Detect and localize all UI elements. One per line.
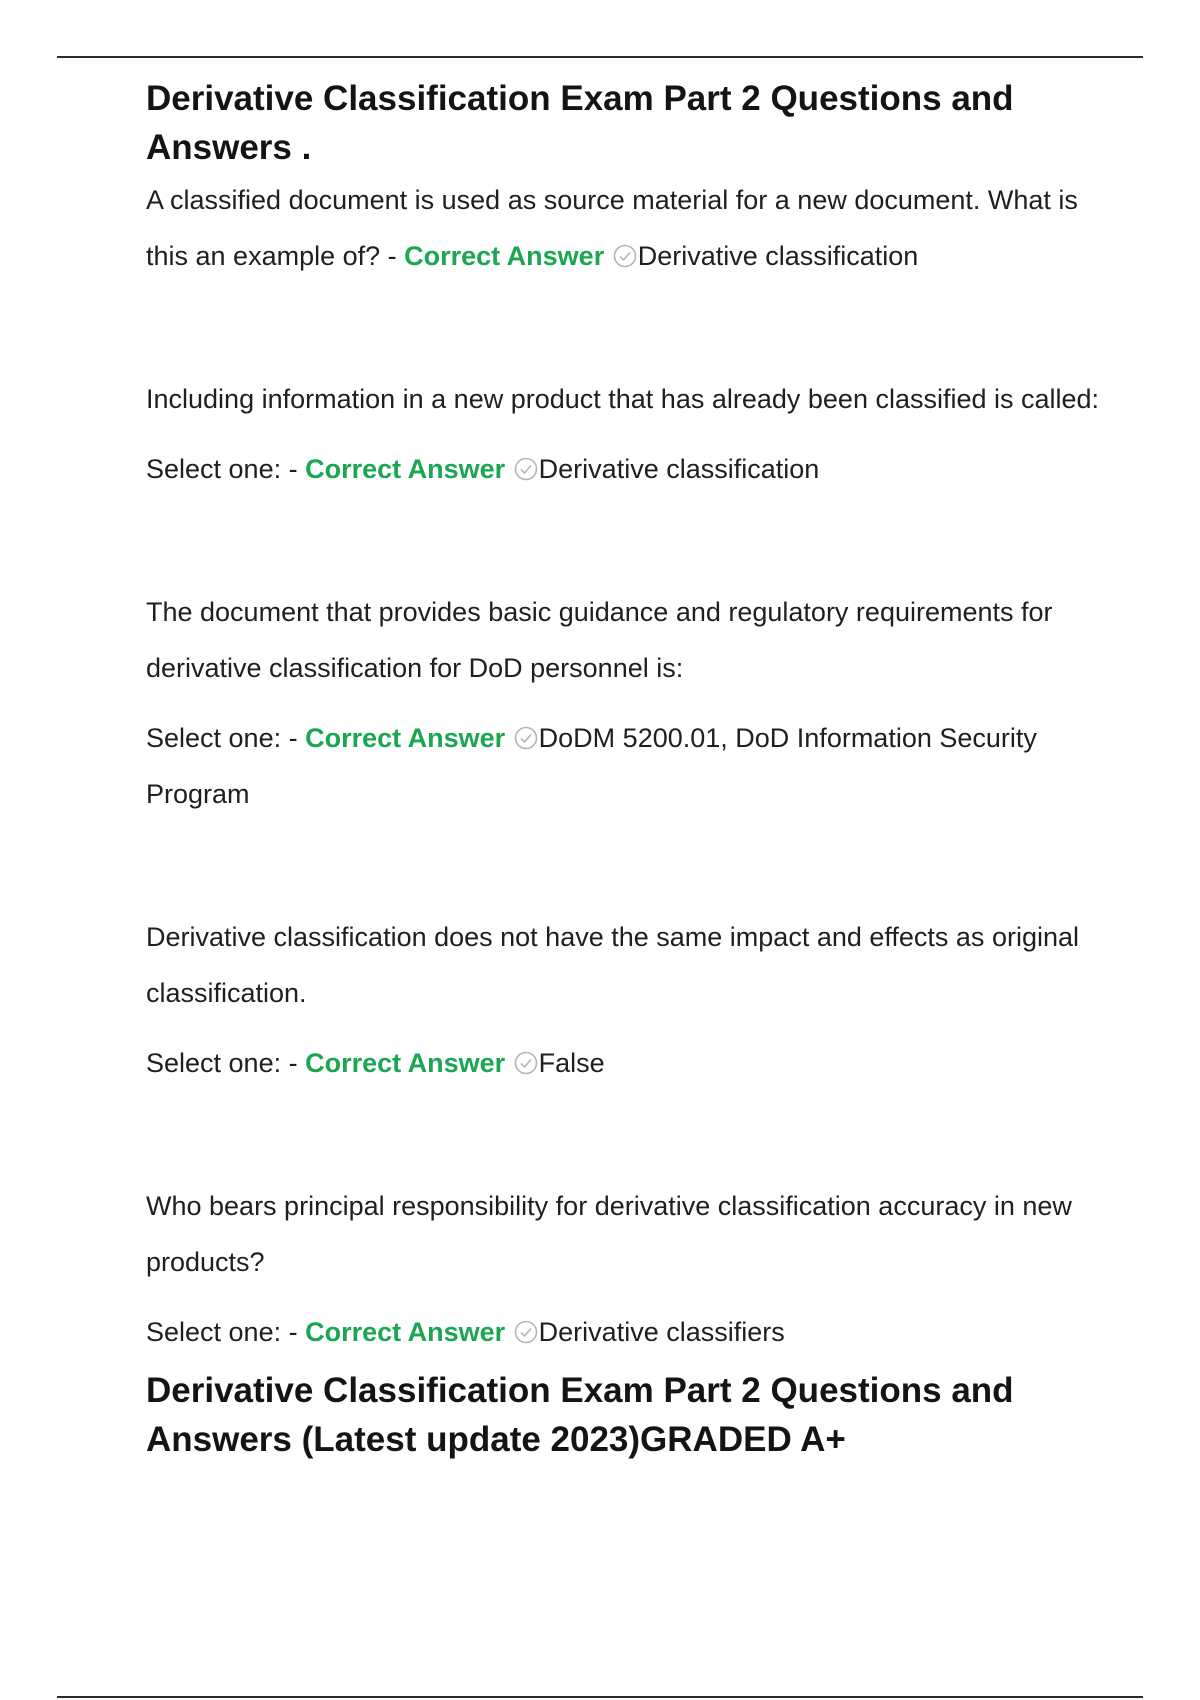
select-one-prefix: Select one: - <box>146 1317 306 1347</box>
qa-item-1 <box>146 172 1106 284</box>
question-4: Derivative classification does not have the same impact and effects as original classification. <box>146 922 1079 1008</box>
qa-item-4 <box>146 909 1106 1091</box>
bottom-rule <box>57 1696 1143 1698</box>
check-circle-icon <box>613 244 637 268</box>
answer-2: Derivative classification <box>538 454 820 484</box>
check-circle-icon <box>514 726 538 750</box>
correct-answer-label: Correct Answer <box>305 723 506 753</box>
footer-title: Derivative Classification Exam Part 2 Questions and Answers (Latest update 2023)GRADED A+ <box>146 1371 1014 1459</box>
answer-line-2 <box>146 441 1106 497</box>
select-one-prefix: Select one: - <box>146 454 306 484</box>
answer-4: False <box>538 1048 605 1078</box>
correct-answer-label: Correct Answer <box>305 1048 506 1078</box>
qa-item-2 <box>146 371 1106 497</box>
top-rule <box>57 56 1143 58</box>
page-title: Derivative Classification Exam Part 2 Questions and Answers . <box>146 79 1014 167</box>
correct-answer-label: Correct Answer <box>404 241 605 271</box>
answer-line-3 <box>146 710 1106 822</box>
question-1-text: A classified document is used as source material for a new document. What is this an example of? - <box>146 185 1078 271</box>
qa-item-5 <box>146 1178 1106 1360</box>
check-circle-icon <box>514 1320 538 1344</box>
document-body <box>146 74 1106 1464</box>
question-5: Who bears principal responsibility for derivative classification accuracy in new products? <box>146 1191 1072 1277</box>
check-circle-icon <box>514 1051 538 1075</box>
qa-item-3 <box>146 584 1106 822</box>
answer-1: Derivative classification <box>637 241 919 271</box>
select-one-prefix: Select one: - <box>146 723 306 753</box>
select-one-prefix: Select one: - <box>146 1048 306 1078</box>
correct-answer-label: Correct Answer <box>305 454 506 484</box>
answer-3: DoDM 5200.01, DoD Information Security Program <box>146 723 1037 809</box>
correct-answer-label: Correct Answer <box>305 1317 506 1347</box>
answer-5: Derivative classifiers <box>538 1317 785 1347</box>
question-1 <box>146 172 1106 284</box>
question-2: Including information in a new product that has already been classified is called: <box>146 384 1100 414</box>
answer-line-4 <box>146 1035 1106 1091</box>
check-circle-icon <box>514 457 538 481</box>
answer-line-5 <box>146 1304 1106 1360</box>
question-3: The document that provides basic guidance and regulatory requirements for derivative classification for DoD personnel is: <box>146 597 1053 683</box>
